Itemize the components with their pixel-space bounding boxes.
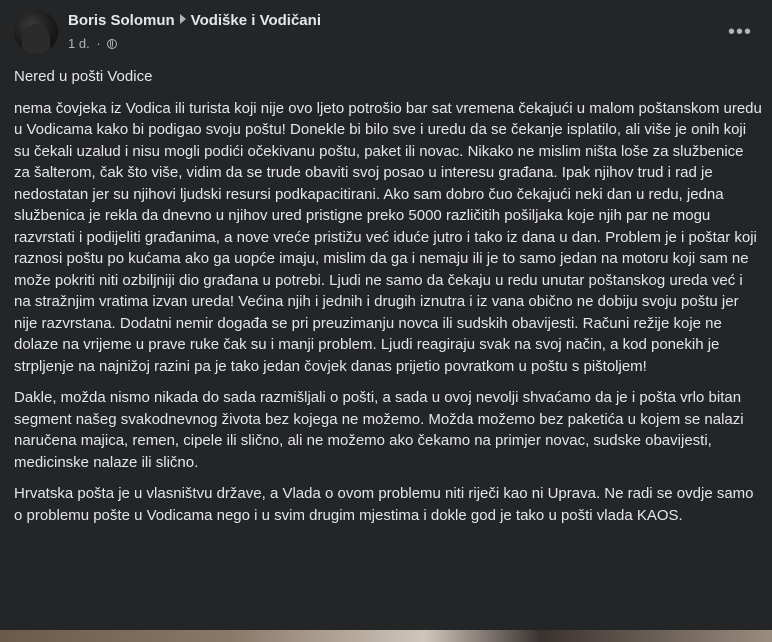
post-title: Nered u pošti Vodice (14, 68, 153, 85)
author-avatar[interactable] (14, 10, 58, 54)
post-header (14, 10, 758, 56)
post-paragraph: Hrvatska pošta je u vlasništvu države, a Vlada o ovom problemu niti riječi kao ni Uprava. Ne radi se ovdje samo o problemu pošte u Vodicama nego i u svim drugim mjestima i dokle god je tako u pošti vlada KAOS. (14, 485, 754, 524)
post-timestamp[interactable]: 1 d. (68, 36, 90, 51)
post-author-line (68, 12, 321, 29)
more-options-button[interactable] (722, 14, 758, 50)
post-photo[interactable] (0, 630, 772, 642)
post-content (14, 66, 762, 536)
triangle-right-icon (180, 14, 186, 24)
post-paragraph: Dakle, možda nismo nikada do sada razmišljali o pošti, a sada u ovoj nevolji shvaćamo da je i pošta vrlo bitan segment našeg svakodnevnog života bez kojega ne možemo. Možda možemo bez paketića u kojem se nalazi naručena majica, remen, cipele ili slično, ali ne možemo ako čekamo na primjer novac, sudske obavijesti, medicinske nalaze ili slično. (14, 389, 744, 471)
more-horizontal-icon: ••• (727, 21, 752, 43)
post-meta (68, 36, 117, 51)
globe-icon[interactable] (107, 39, 117, 49)
avatar-silhouette (22, 24, 50, 54)
author-name[interactable]: Boris Solomun (68, 12, 175, 29)
meta-separator: · (96, 36, 101, 51)
post-paragraph: nema čovjeka iz Vodica ili turista koji nije ovo ljeto potrošio bar sat vremena čekajući u malom poštanskom uredu u Vodicama kako bi podigao svoju poštu! Donekle bi bilo sve i uredu da se čekanje isplatilo, ali više je onih koji su čekali uzalud i nisu mogli podići očekivanu poštu, paket ili novac. Nikako ne mislim ništa loše za službenice za šalterom, čak što više, vidim da se trude obaviti svoj posao u interesu građana. Ipak njihov trud i rad je nedostatan jer su njihovi ljudski resursi podkapacitirani. Ako sam dobro čuo čekajući neki dan u redu, jedna službenica je rekla da dnevno u njihov ured pristigne preko 5000 različitih pošiljaka koje njih par ne mogu razvrstati i podijeliti građanima, a nove vreće pristižu već iduće jutro i tako iz dana u dan. Problem je i poštar koji raznosi poštu po kućama ako ga uopće imaju, mislim da ga i nemaju ili je to samo jedan na motoru koji sam ne može pokriti niti ozbiljniji dio građana u potrebi. Ljudi ne samo da čekaju u redu unutar poštanskog ureda već i na stražnjim vratima izvan ureda! Većina njih i jednih i drugih iznutra i iz vana obično ne dobiju svoju poštu jer nije razvrstana. Dodatni nemir događa se pri preuzimanju novca ili sudskih obavijesti. Računi režije koje ne dolaze na vrijeme u prave ruke čak su i manji problem. Ljudi reagiraju svak na svoj način, a kod ponekih je strpljenje na najnižoj razini pa je tako jedan čovjek danas prijetio povratkom u poštu s pištoljem! (14, 99, 762, 375)
group-name[interactable]: Vodiške i Vodičani (190, 12, 321, 29)
